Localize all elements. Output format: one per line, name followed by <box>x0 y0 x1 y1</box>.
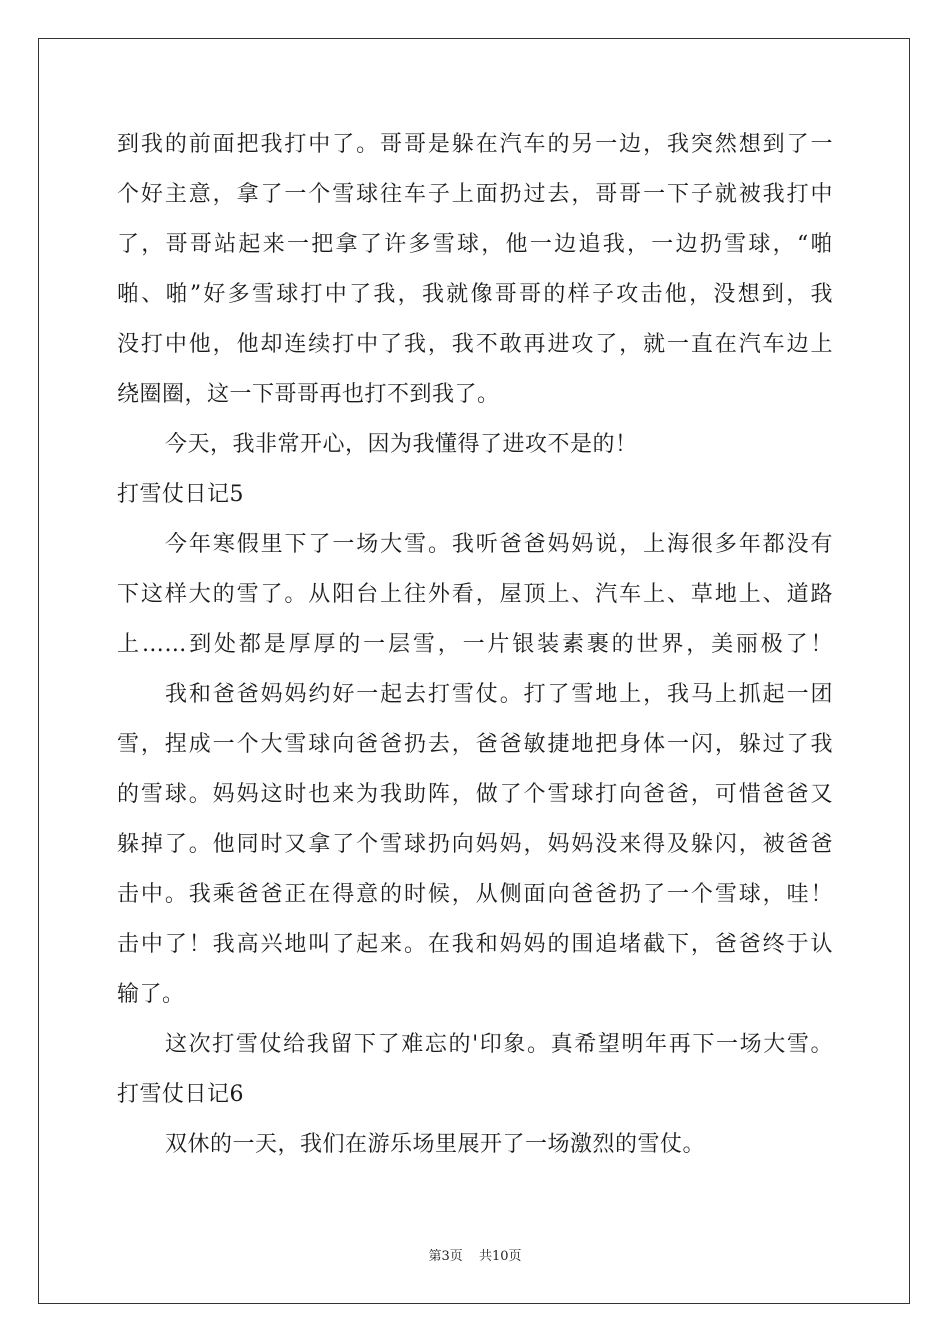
text-line: 这次打雪仗给我留下了难忘的'印象。真希望明年再下一场大雪。 <box>165 1032 833 1057</box>
text-line: 没打中他，他却连续打中了我，我不敢再进攻了，就一直在汽车边上 <box>117 332 833 357</box>
text-line: 下这样大的雪了。从阳台上往外看，屋顶上、汽车上、草地上、道路 <box>117 582 833 607</box>
text-line: 双休的一天，我们在游乐场里展开了一场激烈的雪仗。 <box>165 1132 706 1157</box>
text-line: 我和爸爸妈妈约好一起去打雪仗。打了雪地上，我马上抓起一团 <box>165 682 833 707</box>
paragraph-continuation <box>117 120 833 420</box>
section-heading-6: 打雪仗日记6 <box>117 1082 244 1107</box>
page-footer <box>0 1245 950 1264</box>
text-line: 绕圈圈，这一下哥哥再也打不到我了。 <box>117 382 500 407</box>
text-line: 击中。我乘爸爸正在得意的时候，从侧面向爸爸扔了一个雪球，哇！ <box>117 882 833 907</box>
document-body <box>117 120 833 1170</box>
text-line: 到我的前面把我打中了。哥哥是躲在汽车的另一边，我突然想到了一 <box>117 132 833 157</box>
section-heading-5: 打雪仗日记5 <box>117 482 244 507</box>
text-line: 今年寒假里下了一场大雪。我听爸爸妈妈说，上海很多年都没有 <box>165 532 833 557</box>
text-line: 的雪球。妈妈这时也来为我助阵，做了个雪球打向爸爸，可惜爸爸又 <box>117 782 833 807</box>
page-number: 第3页 <box>428 1249 463 1264</box>
paragraph-5-2 <box>117 670 833 1020</box>
paragraph-5-3 <box>117 1020 833 1070</box>
text-line: 输了。 <box>117 982 185 1007</box>
paragraph-6-1 <box>117 1120 833 1170</box>
text-line: 雪，捏成一个大雪球向爸爸扔去，爸爸敏捷地把身体一闪，躲过了我 <box>117 732 833 757</box>
paragraph-5-1 <box>117 520 833 670</box>
text-line: 个好主意，拿了一个雪球往车子上面扔过去，哥哥一下子就被我打中 <box>117 182 833 207</box>
page-total: 共10页 <box>478 1249 522 1264</box>
text-line: 啪、啪”好多雪球打中了我，我就像哥哥的样子攻击他，没想到，我 <box>117 282 833 307</box>
text-line: 躲掉了。他同时又拿了个雪球扔向妈妈，妈妈没来得及躲闪，被爸爸 <box>117 832 833 857</box>
text-line: 了，哥哥站起来一把拿了许多雪球，他一边追我，一边扔雪球，“啪 <box>117 232 833 257</box>
text-line: 上……到处都是厚厚的一层雪，一片银装素裹的世界，美丽极了！ <box>117 632 833 657</box>
text-line: 今天，我非常开心，因为我懂得了进攻不是的！ <box>165 432 638 457</box>
paragraph-conclusion <box>117 420 833 470</box>
text-line: 击中了！我高兴地叫了起来。在我和妈妈的围追堵截下，爸爸终于认 <box>117 932 833 957</box>
